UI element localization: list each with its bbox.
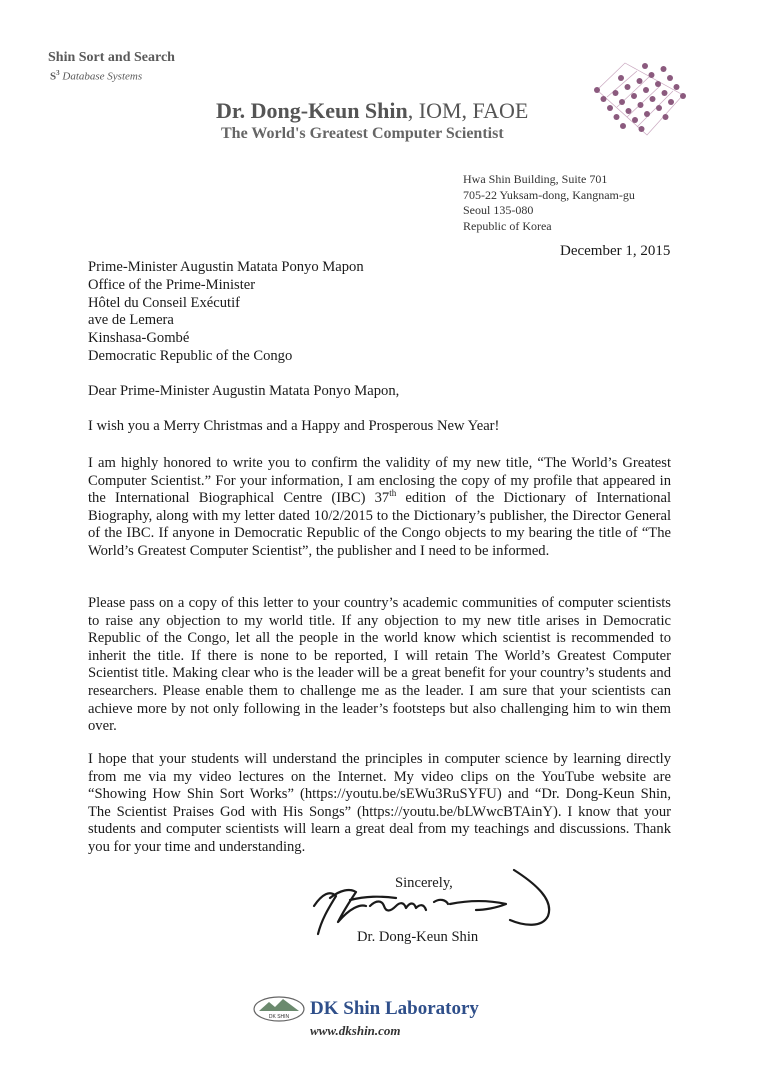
dot-diamond-logo-icon (585, 55, 695, 145)
recipient-line: Kinshasa-Gombé (88, 330, 190, 347)
logo-dot (663, 114, 669, 120)
logo-dot (638, 102, 644, 108)
recipient-address (88, 259, 364, 366)
logo-dot (626, 108, 632, 114)
mountain-logo-icon (253, 996, 305, 1022)
logo-dot (607, 105, 613, 111)
logo-dot (601, 96, 607, 102)
address-line: Republic of Korea (463, 218, 552, 233)
logo-dot (643, 87, 649, 93)
logo-dot (625, 84, 631, 90)
logo-dot (639, 126, 645, 132)
closing: Sincerely, (395, 875, 453, 891)
logo-dot (649, 72, 655, 78)
logo-dot (656, 105, 662, 111)
recipient-line: Prime-Minister Augustin Matata Ponyo Mapon (88, 259, 364, 275)
body-paragraph-2: Please pass on a copy of this letter to your country’s academic communities of computer scientists to raise any objection to my world title. If any objection to my new title arises in Democratic Republic of the Congo, let all the people in the world know which scientist is recommended to inherit the title. If there is none to be reported, I will retain The World’s Greatest Computer Scientist title. Making clear who is the leader will be a great benefit for your country’s students and researchers. Please enable them to challenge me as the leader. I am sure that your scientists can achieve more by not only following in the leader’s footsteps but also challenging him to win them over. (88, 595, 671, 735)
recipient-line: ave de Lemera (88, 312, 174, 329)
logo-dot (594, 87, 600, 93)
logo-dot (680, 93, 686, 99)
recipient-line: Hôtel du Conseil Exécutif (88, 294, 240, 311)
salutation: Dear Prime-Minister Augustin Matata Ponyo Mapon, (88, 383, 400, 399)
recipient-line: Democratic Republic of the Congo (88, 347, 293, 364)
sender-address (463, 172, 635, 234)
logo-dot (614, 114, 620, 120)
laboratory-name: DK Shin Laboratory (310, 998, 479, 1019)
logo-dot (642, 63, 648, 69)
author-tagline: The World's Greatest Computer Scientist (221, 125, 504, 142)
logo-dot (631, 93, 637, 99)
body-paragraph-3: I hope that your students will understand the principles in computer science by learning directly from me via my video lectures on the Internet. My video clips on the YouTube website are “Showing How Shin Sort Works” (https://youtu.be/sEWu3RuSYFU) and “Dr. Dong-Keun Shin, The Scientist Praises God with His Songs” (https://youtu.be/bLWwcBTAinY). I know that your students and computer scientists will learn a great deal from my teachings and discussions. Thank you for your time and understanding. (88, 751, 671, 855)
logo-dot (662, 90, 668, 96)
logo-dot (644, 111, 650, 117)
greeting: I wish you a Merry Christmas and a Happy and Prosperous New Year! (88, 418, 500, 434)
logo-dot (674, 84, 680, 90)
letter-date: December 1, 2015 (560, 243, 671, 259)
logo-dot (655, 81, 661, 87)
footer-logo-text: DK SHIN (268, 1014, 290, 1020)
logo-dot (667, 75, 673, 81)
company-subtitle: $S^3$ Database Systems (50, 69, 143, 83)
address-line: Seoul 135-080 (463, 203, 534, 217)
logo-dot (661, 66, 667, 72)
logo-dot (632, 117, 638, 123)
handwritten-signature (300, 860, 560, 940)
website-link[interactable]: www.dkshin.com (310, 1023, 401, 1038)
company-name: Shin Sort and Search (48, 50, 175, 65)
logo-dot (650, 96, 656, 102)
logo-dot (619, 99, 625, 105)
address-line: 705-22 Yuksam-dong, Kangnam-gu (463, 187, 635, 202)
logo-dot (618, 75, 624, 81)
body-paragraph-1: I am highly honored to write you to confirm the validity of my new title, “The World’s Greatest Computer Scientist.” For your information, I am enclosing the copy of my profile that appeared in the International Biographical Centre (IBC) 37th edition of the Dictionary of International Biography, along with my letter dated 10/2/2015 to the Dictionary’s publisher, the Director General of the IBC. If anyone in Democratic Republic of the Congo objects to my bearing the title of “The World’s Greatest Computer Scientist”, the publisher and I need to be informed. (88, 455, 671, 559)
logo-dot (637, 78, 643, 84)
logo-dot (613, 90, 619, 96)
signer-name: Dr. Dong-Keun Shin (357, 929, 479, 945)
address-line: Hwa Shin Building, Suite 701 (463, 172, 608, 186)
logo-dot (668, 99, 674, 105)
logo-dot (620, 123, 626, 129)
author-name: Dr. Dong-Keun Shin, IOM, FAOE (216, 98, 529, 123)
recipient-line: Office of the Prime-Minister (88, 276, 256, 293)
